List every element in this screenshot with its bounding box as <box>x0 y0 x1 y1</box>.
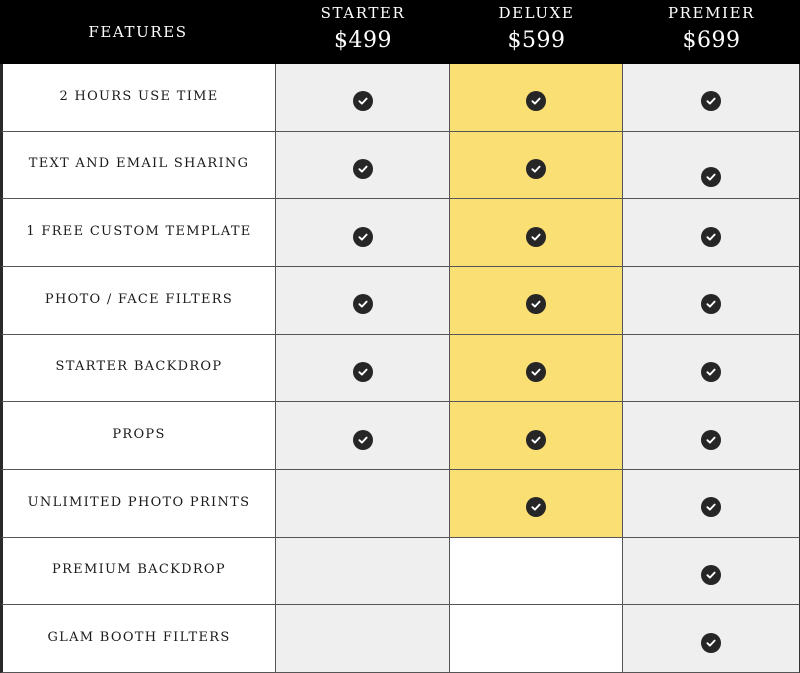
check-circle-icon <box>526 91 546 111</box>
cell-starter <box>276 470 450 538</box>
check-circle-icon <box>526 497 546 517</box>
feature-label: PHOTO / FACE FILTERS <box>0 267 276 335</box>
feature-label: PROPS <box>0 402 276 470</box>
plan-name: DELUXE <box>498 3 575 22</box>
feature-label: STARTER BACKDROP <box>0 335 276 403</box>
header-plan-premier <box>623 0 800 64</box>
cell-premier <box>623 199 800 267</box>
check-circle-icon <box>353 91 373 111</box>
feature-label: TEXT AND EMAIL SHARING <box>0 132 276 200</box>
check-circle-icon <box>701 167 721 187</box>
cell-starter <box>276 132 450 200</box>
check-circle-icon <box>526 227 546 247</box>
check-circle-icon <box>701 633 721 653</box>
cell-deluxe <box>450 335 623 403</box>
cell-deluxe <box>450 538 623 606</box>
cell-starter <box>276 402 450 470</box>
plan-name: STARTER <box>320 3 406 22</box>
plan-price: $499 <box>334 27 392 53</box>
cell-deluxe <box>450 605 623 673</box>
check-circle-icon <box>701 565 721 585</box>
cell-premier <box>623 538 800 606</box>
cell-premier <box>623 402 800 470</box>
cell-starter <box>276 267 450 335</box>
cell-premier <box>623 267 800 335</box>
check-circle-icon <box>526 430 546 450</box>
cell-starter <box>276 64 450 132</box>
check-circle-icon <box>353 159 373 179</box>
check-circle-icon <box>701 91 721 111</box>
check-circle-icon <box>701 227 721 247</box>
feature-label: 2 HOURS USE TIME <box>0 64 276 132</box>
check-circle-icon <box>701 497 721 517</box>
header-plan-deluxe <box>450 0 623 64</box>
plan-price: $599 <box>507 27 566 53</box>
check-circle-icon <box>353 294 373 314</box>
header-plan-starter <box>276 0 450 64</box>
feature-label: UNLIMITED PHOTO PRINTS <box>0 470 276 538</box>
feature-label: PREMIUM BACKDROP <box>0 538 276 606</box>
cell-deluxe <box>450 132 623 200</box>
cell-premier <box>623 132 800 200</box>
check-circle-icon <box>353 430 373 450</box>
check-circle-icon <box>701 294 721 314</box>
cell-deluxe <box>450 199 623 267</box>
feature-label: 1 FREE CUSTOM TEMPLATE <box>0 199 276 267</box>
cell-deluxe <box>450 64 623 132</box>
check-circle-icon <box>701 362 721 382</box>
cell-premier <box>623 470 800 538</box>
cell-premier <box>623 605 800 673</box>
header-features <box>0 0 276 64</box>
cell-starter <box>276 199 450 267</box>
plan-name: PREMIER <box>667 3 756 22</box>
cell-deluxe <box>450 402 623 470</box>
check-circle-icon <box>353 227 373 247</box>
cell-deluxe <box>450 267 623 335</box>
plan-price: $699 <box>682 27 741 53</box>
cell-starter <box>276 538 450 606</box>
cell-starter <box>276 335 450 403</box>
feature-label: GLAM BOOTH FILTERS <box>0 605 276 673</box>
check-circle-icon <box>353 362 373 382</box>
features-heading: FEATURES <box>88 23 188 41</box>
cell-premier <box>623 335 800 403</box>
check-circle-icon <box>701 430 721 450</box>
check-circle-icon <box>526 159 546 179</box>
cell-deluxe <box>450 470 623 538</box>
cell-premier <box>623 64 800 132</box>
check-circle-icon <box>526 362 546 382</box>
cell-starter <box>276 605 450 673</box>
check-circle-icon <box>526 294 546 314</box>
